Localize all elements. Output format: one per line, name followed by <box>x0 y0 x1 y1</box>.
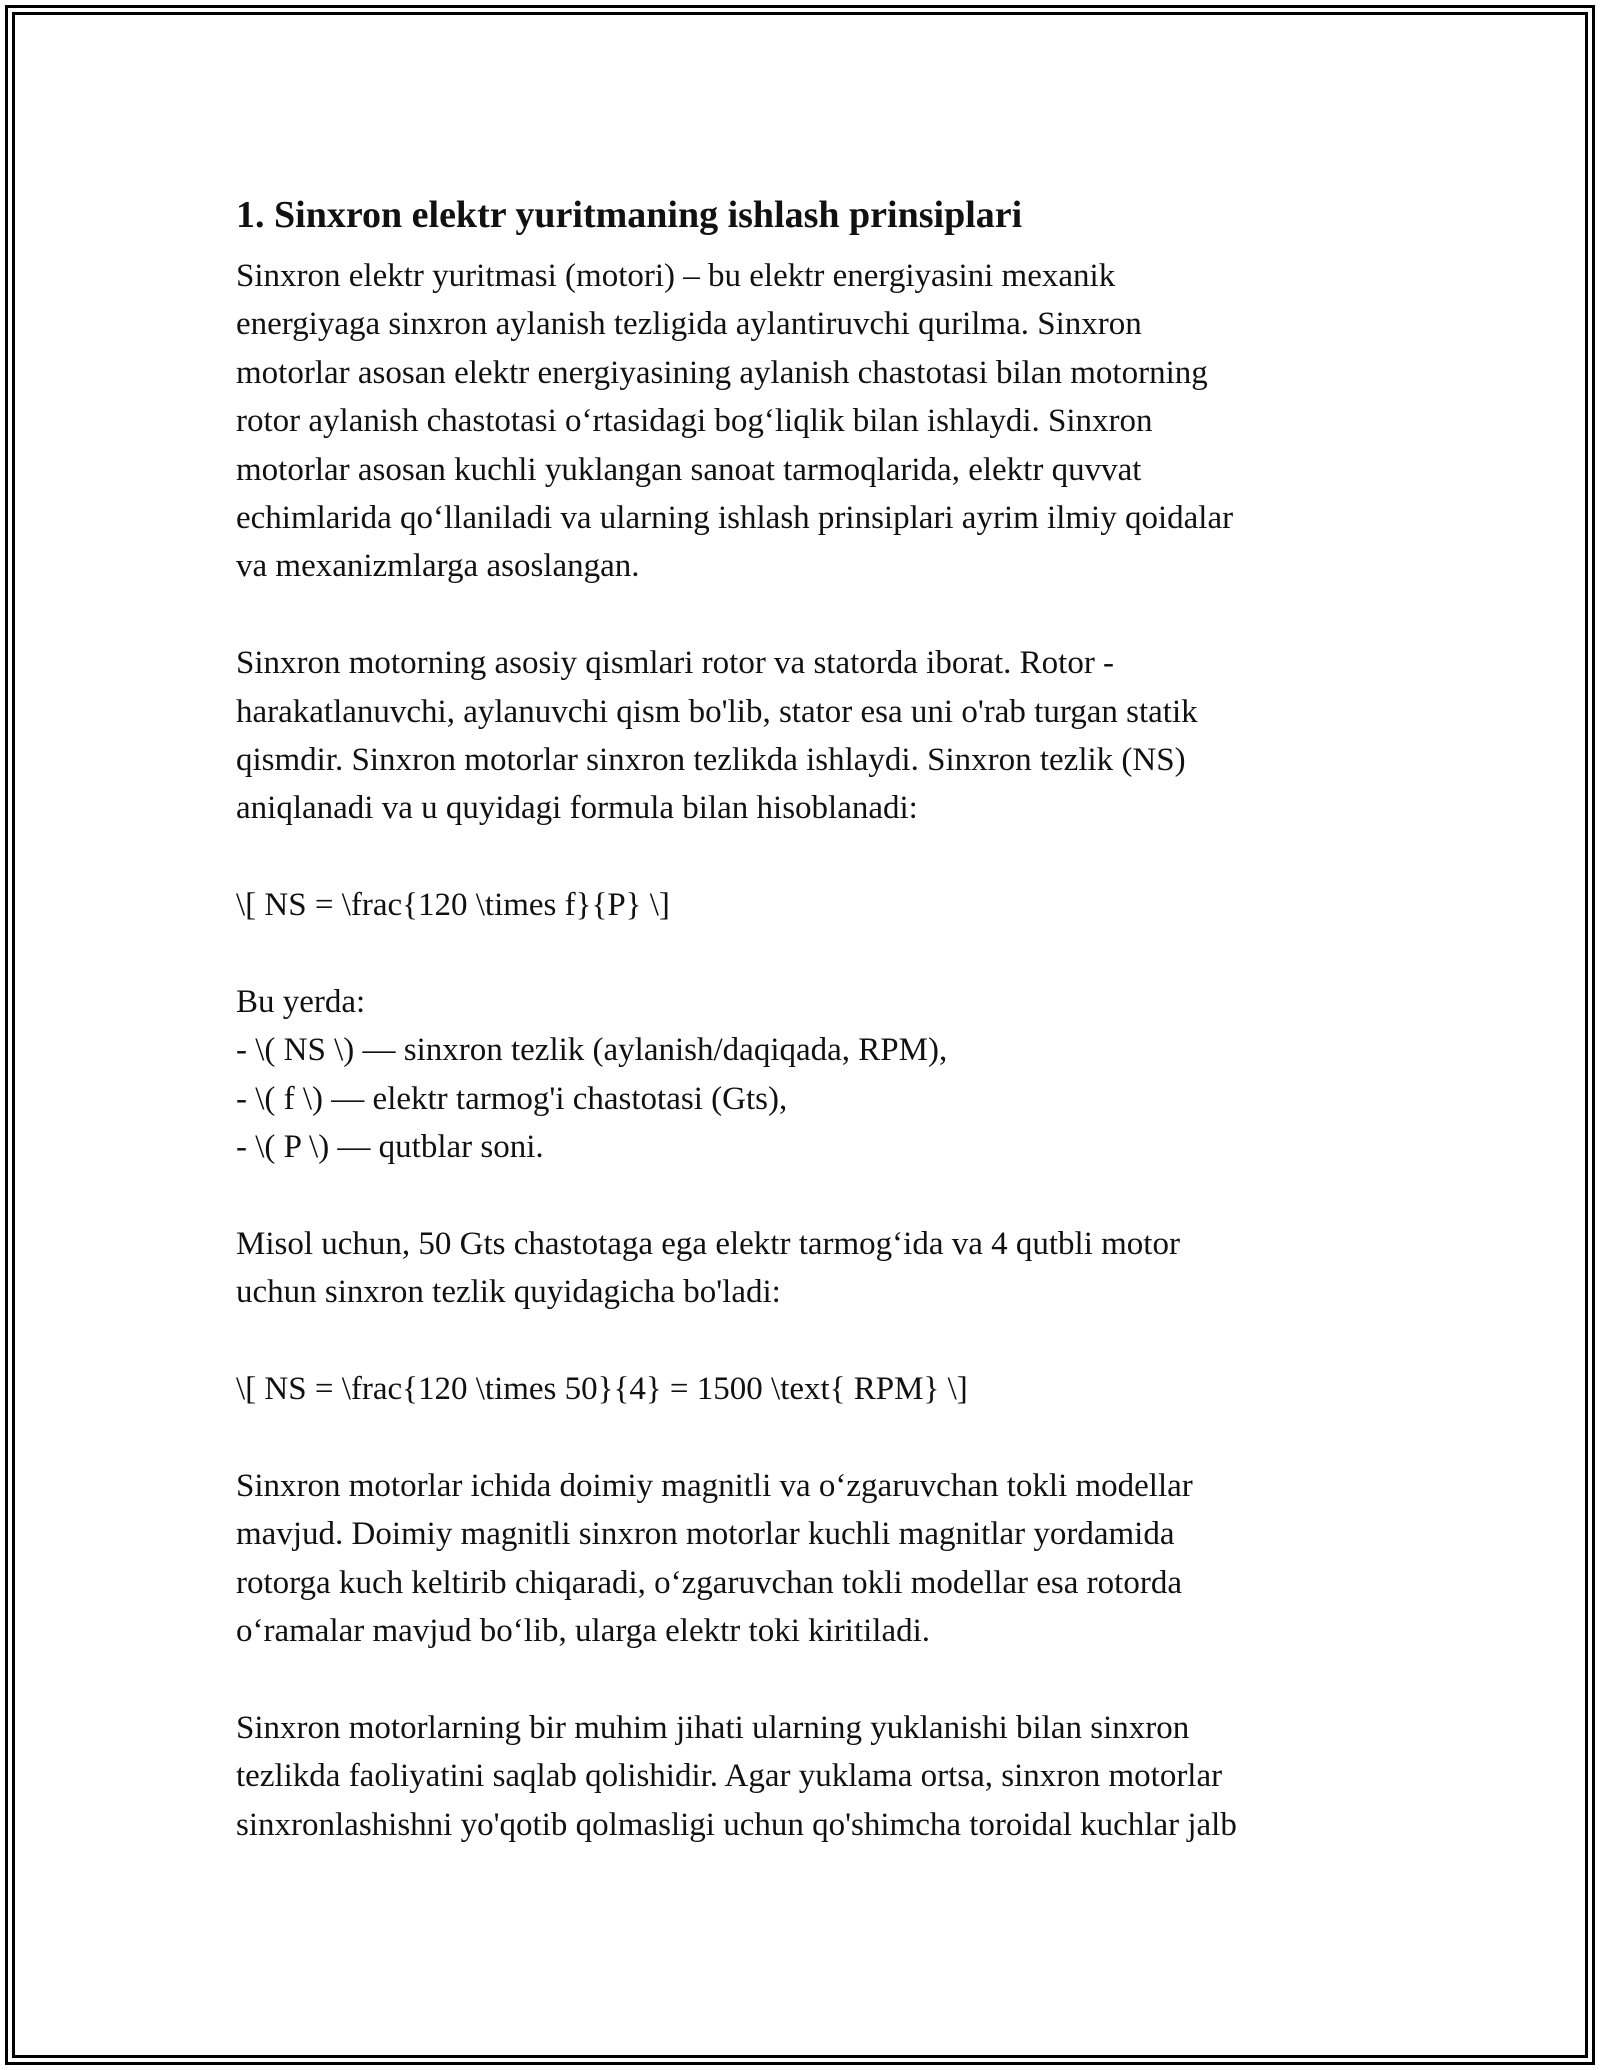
paragraph-load-behavior: Sinxron motorlarning bir muhim jihati ularning yuklanishi bilan sinxron tezlikda faoliyatini saqlab qolishidir. Agar yuklama ortsa, sinxron motorlar sinxronlashishni yo'qotib qolmasligi uchun qo'shimcha toroidal kuchlar jalb <box>236 1710 1237 1843</box>
section-heading: 1. Sinxron elektr yuritmaning ishlash prinsiplari <box>236 194 1023 236</box>
paragraph-gap <box>236 930 1366 978</box>
formula-example-calculation: \[ NS = \frac{120 \times 50}{4} = 1500 \text{ RPM} \] <box>236 1371 968 1408</box>
document-body <box>236 184 1366 1849</box>
paragraph-gap <box>236 1172 1366 1220</box>
paragraph-gap <box>236 591 1366 639</box>
paragraph-gap <box>236 833 1366 881</box>
formula-variable-list: Bu yerda: - \( NS \) — sinxron tezlik (aylanish/daqiqada, RPM), - \( f \) — elektr tarmog'i chastotasi (Gts), - \( P \) — qutblar soni. <box>236 984 948 1166</box>
formula-synchronous-speed: \[ NS = \frac{120 \times f}{P} \] <box>236 887 670 924</box>
paragraph-gap <box>236 1656 1366 1704</box>
paragraph-example: Misol uchun, 50 Gts chastotaga ega elektr tarmog‘ida va 4 qutbli motor uchun sinxron tezlik quyidagicha bo'ladi: <box>236 1226 1180 1311</box>
paragraph-motor-types: Sinxron motorlar ichida doimiy magnitli va o‘zgaruvchan tokli modellar mavjud. Doimiy magnitli sinxron motorlar kuchli magnitlar yordamida rotorga kuch keltirib chiqaradi, o‘zgaruvchan tokli modellar esa rotorda o‘ramalar mavjud bo‘lib, ularga elektr toki kiritiladi. <box>236 1468 1193 1650</box>
paragraph-intro: Sinxron elektr yuritmasi (motori) – bu elektr energiyasini mexanik energiyaga sinxron aylanish tezligida aylantiruvchi qurilma. Sinxron motorlar asosan elektr energiyasining aylanish chastotasi bilan motorning rotor aylanish chastotasi o‘rtasidagi bog‘liqlik bilan ishlaydi. Sinxron motorlar asosan kuchli yuklangan sanoat tarmoqlarida, elektr quvvat echimlarida qo‘llaniladi va ularning ishlash prinsiplari ayrim ilmiy qoidalar va mexanizmlarga asoslangan. <box>236 258 1234 585</box>
paragraph-motor-parts: Sinxron motorning asosiy qismlari rotor va statorda iborat. Rotor - harakatlanuvchi, aylanuvchi qism bo'lib, stator esa uni o'rab turgan statik qismdir. Sinxron motorlar sinxron tezlikda ishlaydi. Sinxron tezlik (NS) aniqlanadi va u quyidagi formula bilan hisoblanadi: <box>236 645 1198 827</box>
paragraph-gap <box>236 1317 1366 1365</box>
paragraph-gap <box>236 1414 1366 1462</box>
